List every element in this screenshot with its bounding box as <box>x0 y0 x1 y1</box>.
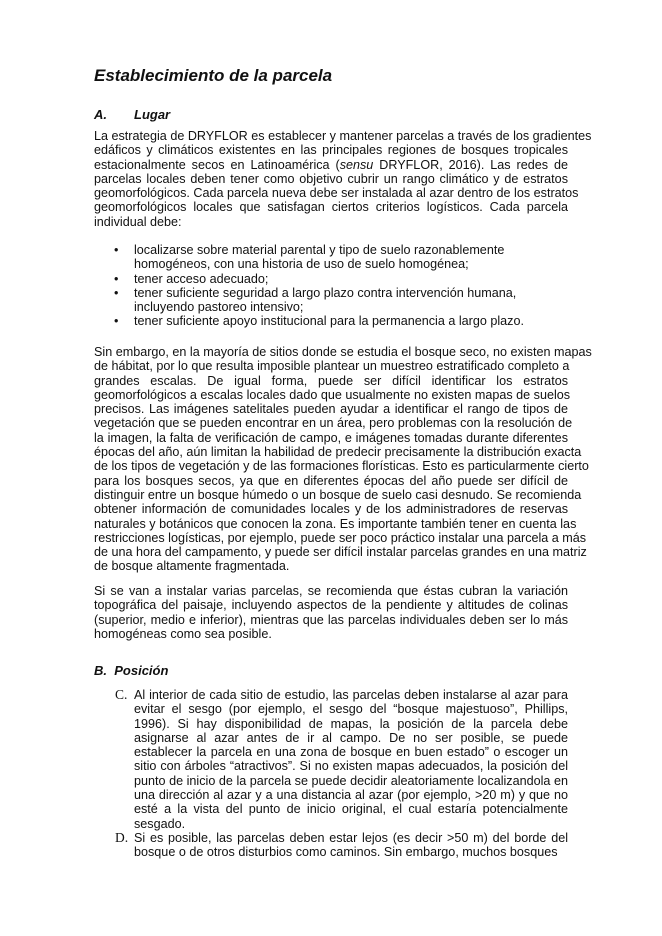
italic-term: sensu <box>339 157 374 172</box>
list-item-text: Al interior de cada sitio de estudio, las parcelas deben instalarse al azar para evitar el sesgo (por ejemplo, el sesgo del “bosque majestuoso”, Phillips, 1996). Si hay disponibilidad de mapas, la posición de la parcela debe asignarse al azar antes de ir al campo. De no ser posible, se puede establecer la parcela en una zona de bosque en buen estado” o escoger un sitio con árboles “atractivos”. Si no existen mapas adecuados, la posición del punto de inicio de la parcela se puede decidir aleatoriamente localizandola en una dirección al azar y a una distancia al azar (por ejemplo, >20 m) y que no esté a la vista del punto de inicio original, el cual estaría potencialmente sesgado. <box>134 688 568 831</box>
text-line: geomorfológicos a escalas locales dado que usualmente no existen mapas de suelos <box>94 387 571 402</box>
text-line: geomorfológicos locales que satisfagan ciertos criterios logísticos. Cada parcela <box>94 200 568 215</box>
list-item: • tener suficiente apoyo institucional para la permanencia a largo plazo. <box>112 314 568 328</box>
page-title: Establecimiento de la parcela <box>94 66 333 85</box>
list-marker: C. <box>115 687 128 702</box>
text-line: grandes escalas. De igual forma, puede ser difícil identificar los estratos <box>94 373 568 388</box>
text-line: La estrategia de DRYFLOR es establecer y mantener parcelas a través de los gradientes <box>94 129 592 143</box>
requirements-list <box>112 243 568 329</box>
section-b-letter: B. <box>94 663 107 678</box>
text-segment: estacionalmente secos en Latinoamérica ( <box>94 157 340 172</box>
text-line: obtener información de comunidades locales y de los administradores de reservas <box>94 502 568 517</box>
list-item <box>112 831 568 860</box>
section-b-heading <box>94 663 168 678</box>
text-line: naturales y botánicos que conocen la zona. Es importante también tener en cuenta las <box>94 516 577 531</box>
text-line: de bosque altamente fragmentada. <box>94 559 290 574</box>
text-line: edáficos y climáticos existentes en las principales regiones de bosques tropicales <box>94 143 568 158</box>
text-line: homogéneas como sea posible. <box>94 626 272 641</box>
list-item: • tener suficiente seguridad a largo plazo contra intervención humana, incluyendo pastoreo intensivo; <box>112 286 568 315</box>
text-line <box>94 158 568 172</box>
text-line: precisos. Las imágenes satelitales pueden ayudar a identificar el rango de tipos de <box>94 402 568 417</box>
text-line: Sin embargo, en la mayoría de sitios donde se estudia el bosque seco, no existen mapas <box>94 345 592 359</box>
text-line: (superior, medio e inferior), mientras que las parcelas individuales deben ser lo más <box>94 612 568 627</box>
section-a-paragraph-2 <box>94 345 592 574</box>
section-a-intro-paragraph <box>94 129 592 229</box>
section-b-title: Posición <box>114 663 169 678</box>
text-line: para los bosques secos, ya que en diferentes épocas del año puede ser difícil de <box>94 473 568 488</box>
text-line: individual debe: <box>94 214 182 229</box>
text-segment: DRYFLOR, 2016). Las redes de <box>373 157 569 172</box>
list-item-text: Si es posible, las parcelas deben estar lejos (es decir >50 m) del borde del bosque o de otros disturbios como caminos. Sin embargo, muchos bosques <box>134 830 568 860</box>
text-line: de una hora del campamento, y puede ser difícil instalar parcelas grandes en una matriz <box>94 545 587 560</box>
text-line: parcelas locales deben tener como objetivo cubrir un rango climático y de estratos <box>94 171 568 186</box>
list-item: • localizarse sobre material parental y tipo de suelo razonablemente homogéneos, con una historia de uso de suelo homogénea; <box>112 243 568 272</box>
text-line: restricciones logísticas, por ejemplo, puede ser poco práctico instalar una parcela a más <box>94 530 587 545</box>
section-a-paragraph-3 <box>94 584 568 641</box>
list-item: • tener acceso adecuado; <box>112 272 568 286</box>
text-line: vegetación que se pueden encontrar en un área, pero problemas con la resolución de <box>94 416 573 431</box>
list-item <box>112 688 568 831</box>
section-a-heading <box>94 107 170 122</box>
list-marker: D. <box>115 829 129 845</box>
text-line: de hábitat, por lo que resulta imposible plantear un muestreo estratificado completo a <box>94 359 570 374</box>
section-a-title: Lugar <box>134 107 171 122</box>
text-line: geomorfológicos. Cada parcela nueva debe ser instalada al azar dentro de los estratos <box>94 186 579 201</box>
text-line: épocas del año, aún limitan la habilidad de predecir precisamente la distribución exacta <box>94 445 582 460</box>
section-a-letter: A. <box>94 107 107 122</box>
position-list <box>112 688 568 860</box>
text-line: de los tipos de vegetación y de las formaciones florísticas. Esto es particularmente cierto <box>94 459 589 474</box>
text-line: la imagen, la falta de verificación de campo, e imágenes tomadas durante diferentes <box>94 430 568 445</box>
text-line: Si se van a instalar varias parcelas, se recomienda que éstas cubran la variación <box>94 584 568 598</box>
text-line: topográfica del paisaje, incluyendo aspectos de la pendiente y altitudes de colinas <box>94 598 568 613</box>
text-line: distinguir entre un bosque húmedo o un bosque de suelo casi desnudo. Se recomienda <box>94 487 582 502</box>
